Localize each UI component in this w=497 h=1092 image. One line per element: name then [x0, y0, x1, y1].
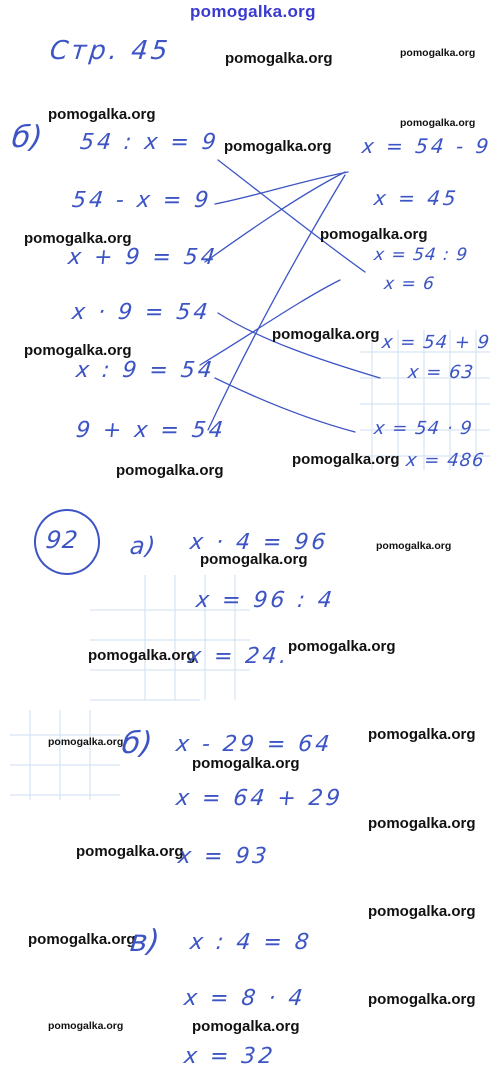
watermark: pomogalka.org: [272, 326, 380, 343]
equation-line: x - 29 = 64: [174, 732, 334, 757]
watermark: pomogalka.org: [192, 1018, 300, 1035]
part-a-label: а): [128, 532, 158, 560]
match-line-7: [215, 378, 355, 432]
match-line-5: [200, 280, 340, 365]
match-line-3: [205, 172, 345, 262]
left-equation: 54 : x = 9: [78, 130, 221, 155]
watermark: pomogalka.org: [400, 47, 476, 59]
watermark: pomogalka.org: [368, 815, 476, 832]
part-v-label: в): [128, 924, 162, 959]
site-header[interactable]: pomogalka.org: [190, 2, 316, 21]
watermark: pomogalka.org: [200, 551, 308, 568]
left-equation: 54 - x = 9: [70, 188, 213, 213]
equation-line: x = 64 + 29: [174, 786, 345, 811]
right-equation: x = 54 · 9: [372, 418, 474, 439]
equation-line: x = 96 : 4: [194, 588, 337, 613]
equation-line: x = 8 · 4: [182, 986, 307, 1011]
equation-line: x = 93: [176, 844, 271, 869]
watermark: pomogalka.org: [76, 843, 184, 860]
part-b-label: б): [10, 120, 45, 155]
page-label: Стр. 45: [48, 36, 172, 66]
right-equation: x = 63: [406, 362, 476, 383]
watermark: pomogalka.org: [288, 638, 396, 655]
equation-line: x : 4 = 8: [188, 930, 314, 955]
watermark: pomogalka.org: [48, 736, 124, 748]
watermark: pomogalka.org: [400, 117, 476, 129]
part-b2-label: б): [120, 726, 155, 761]
watermark: pomogalka.org: [116, 462, 224, 479]
match-line-2: [215, 172, 348, 204]
right-equation: x = 486: [404, 450, 486, 471]
watermark: pomogalka.org: [88, 647, 196, 664]
watermark: pomogalka.org: [192, 755, 300, 772]
left-equation: x · 9 = 54: [70, 300, 212, 325]
right-equation: x = 54 - 9: [360, 134, 493, 158]
watermark: pomogalka.org: [48, 1020, 124, 1032]
watermark: pomogalka.org: [368, 726, 476, 743]
left-equation: 9 + x = 54: [74, 418, 228, 443]
left-equation: x + 9 = 54: [66, 245, 220, 270]
task-number: 92: [44, 526, 81, 554]
match-line-4: [218, 313, 380, 378]
watermark: pomogalka.org: [292, 451, 400, 468]
watermark: pomogalka.org: [28, 931, 136, 948]
watermark: pomogalka.org: [24, 342, 132, 359]
left-equation: x : 9 = 54: [74, 358, 217, 383]
watermark: pomogalka.org: [376, 540, 452, 552]
watermark: pomogalka.org: [320, 226, 428, 243]
watermark: pomogalka.org: [368, 903, 476, 920]
right-equation: x = 54 : 9: [372, 245, 470, 265]
watermark: pomogalka.org: [368, 991, 476, 1008]
equation-line: x = 24.: [186, 644, 291, 669]
right-equation: x = 6: [382, 274, 436, 294]
right-equation: x = 45: [372, 186, 461, 210]
watermark: pomogalka.org: [225, 50, 333, 67]
equation-line: x = 32: [182, 1044, 277, 1069]
watermark: pomogalka.org: [224, 138, 332, 155]
equation-line: x · 4 = 96: [188, 530, 330, 555]
watermark: pomogalka.org: [48, 106, 156, 123]
right-equation: x = 54 + 9: [380, 332, 492, 353]
watermark: pomogalka.org: [24, 230, 132, 247]
match-line-1: [218, 160, 365, 272]
